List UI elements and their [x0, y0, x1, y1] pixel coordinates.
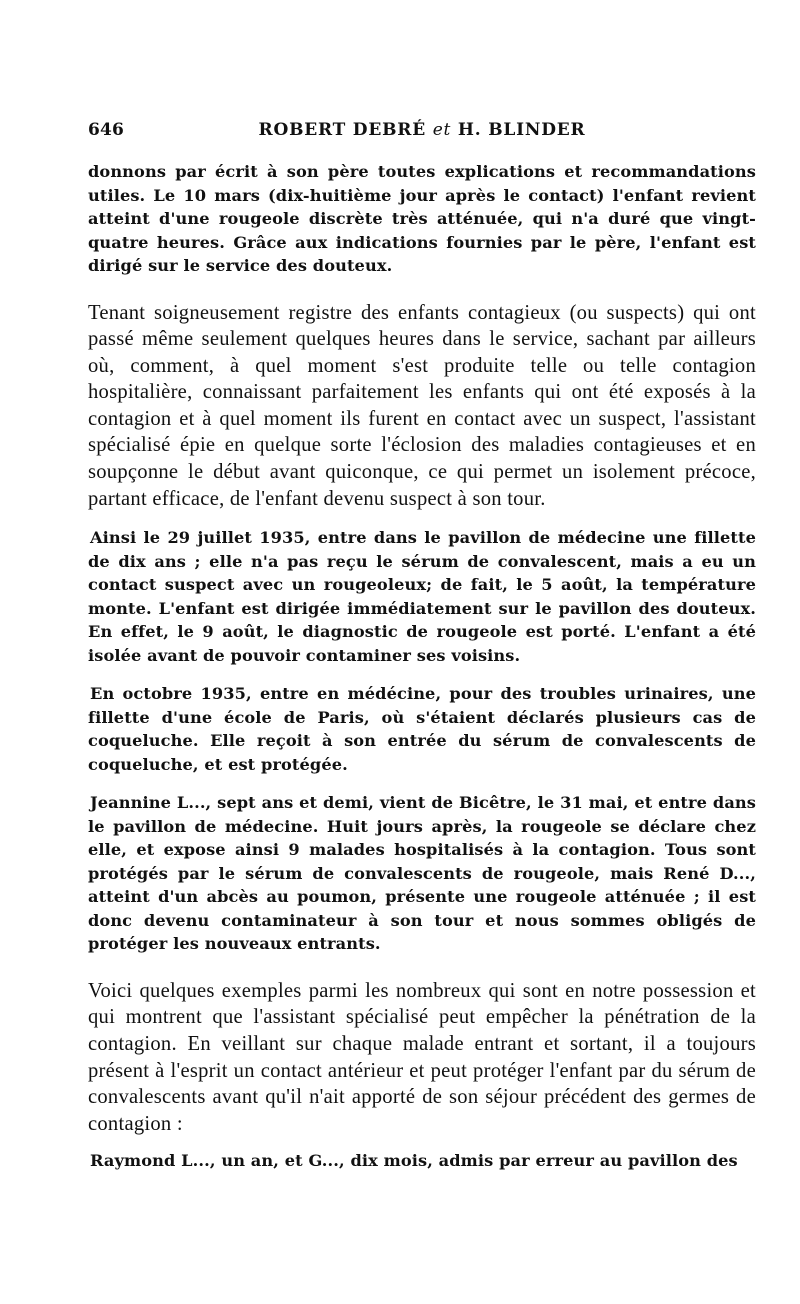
- running-head: [88, 120, 756, 142]
- author-2: H. BLINDER: [457, 120, 586, 140]
- paragraph-case-october: En octobre 1935, entre en médécine, pour des troubles urinaires, une fillette d'une école de Paris, où s'étaient déclarés plusieurs cas de coqueluche. Elle reçoit à son entrée du sérum de convalescents de coqueluche, et est protégée.: [88, 684, 756, 774]
- paragraph-continuation: donnons par écrit à son père toutes explications et recommandations utiles. Le 10 mars (dix-huitième jour après le contact) l'enfant revient atteint d'une rougeole discrète très atténuée, qui n'a duré que vingt-quatre heures. Grâce aux indications fournies par le père, l'enfant est dirigé sur le service des douteux.: [88, 162, 756, 275]
- paragraph-case-raymond: Raymond L..., un an, et G..., dix mois, admis par erreur au pavillon des: [90, 1151, 738, 1171]
- running-title: [88, 120, 756, 140]
- author-1: ROBERT DEBRÉ: [258, 120, 426, 140]
- journal-page: [88, 120, 756, 1173]
- paragraph-main-registry: Tenant soigneusement registre des enfants contagieux (ou suspects) qui ont passé même seulement quelques heures dans le service, sachant par ailleurs où, comment, à quel moment s'est produite telle ou telle contagion hospitalière, connaissant parfaitement les enfants qui ont été exposés à la contagion et à quel moment ils furent en contact avec un suspect, l'assistant spécialisé épie en quelque sorte l'éclosion des maladies contagieuses et en soupçonne le début avant quiconque, ce qui permet un isolement précoce, partant efficace, de l'enfant devenu suspect à son tour.: [88, 301, 756, 510]
- conjunction: et: [432, 120, 452, 140]
- paragraph-case-jeannine: Jeannine L..., sept ans et demi, vient de Bicêtre, le 31 mai, et entre dans le pavillon de médecine. Huit jours après, la rougeole se déclare chez elle, et expose ainsi 9 malades hospitalisés à la contagion. Tous sont protégés par le sérum de convalescents de rougeole, mais René D..., atteint d'un abcès au poumon, présente une rougeole atténuée ; il est donc devenu contaminateur à son tour et nous sommes obligés de protéger les nouveaux entrants.: [88, 793, 756, 954]
- page-number: 646: [88, 120, 125, 140]
- paragraph-case-july: Ainsi le 29 juillet 1935, entre dans le pavillon de médecine une fillette de dix ans ; elle n'a pas reçu le sérum de convalescent, mais a eu un contact suspect avec un rougeoleux; de fait, le 5 août, la température monte. L'enfant est dirigée immédiatement sur le pavillon des douteux. En effet, le 9 août, le diagnostic de rougeole est porté. L'enfant a été isolée avant de pouvoir contaminer ses voisins.: [88, 528, 756, 665]
- paragraph-main-examples: Voici quelques exemples parmi les nombreux qui sont en notre possession et qui montrent que l'assistant spécialisé peut empêcher la pénétration de la contagion. En veillant sur chaque malade entrant et sortant, il a toujours présent à l'esprit un contact antérieur et peut protéger l'enfant par du sérum de convalescents avant qu'il n'ait apporté de son séjour précédent des germes de contagion :: [88, 979, 756, 1135]
